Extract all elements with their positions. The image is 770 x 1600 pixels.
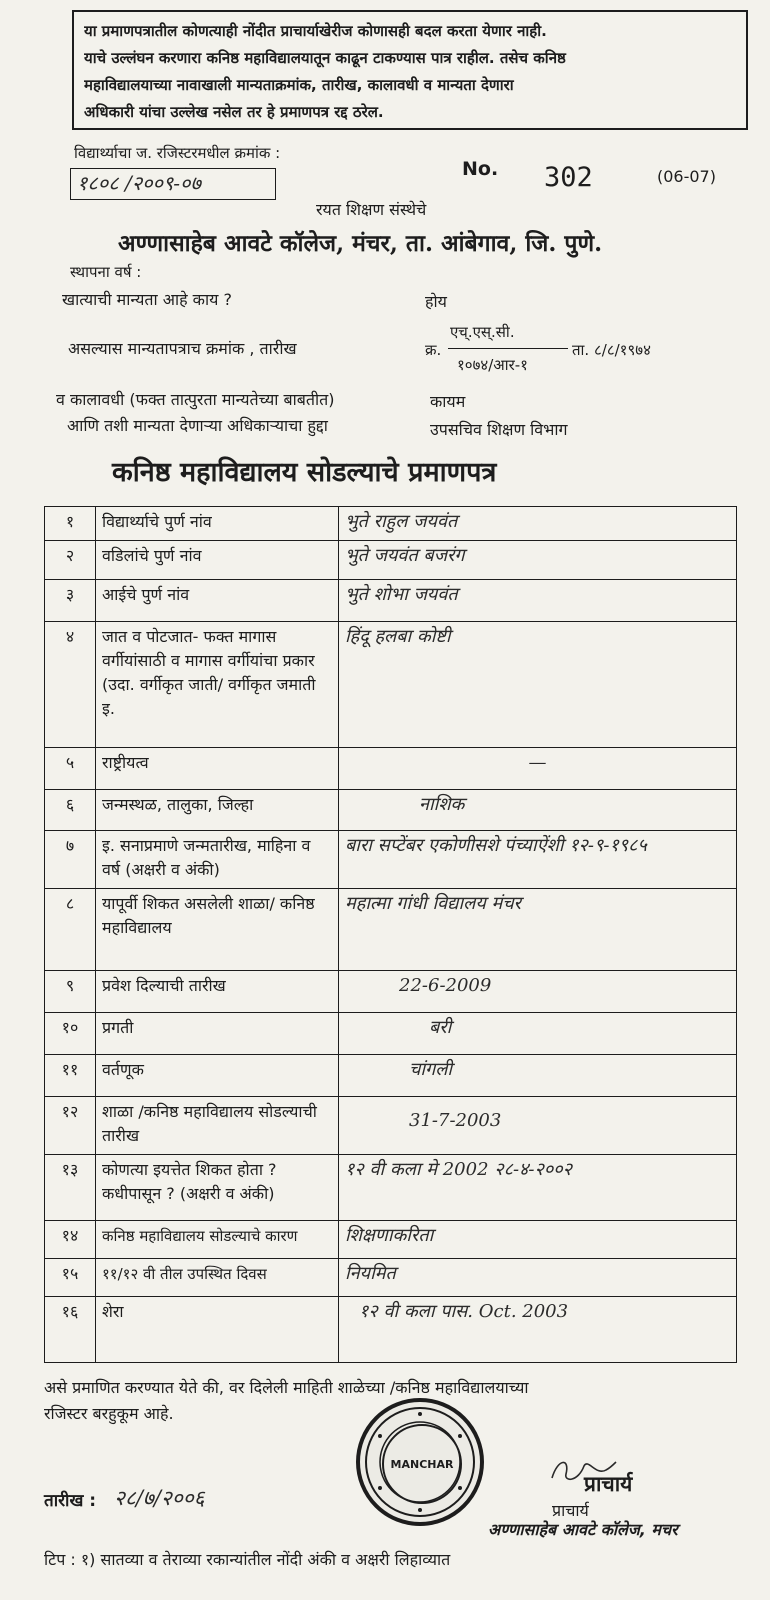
row-value: हिंदू हलबा कोष्टी (339, 622, 737, 748)
table-row (45, 1097, 737, 1155)
table-row (45, 889, 737, 971)
row-label: कोणत्या इयत्तेत शिकत होता ? कधीपासून ? (अक्षरी व अंकी) (96, 1155, 339, 1221)
college-name: अण्णासाहेब आवटे कॉलेज, मंचर, ता. आंबेगाव, जि. पुणे. (118, 230, 603, 257)
table-row (45, 1013, 737, 1055)
established-label: स्थापना वर्ष : (70, 263, 142, 281)
table-row (45, 1297, 737, 1363)
row-label: विद्यार्थ्याचे पुर्ण नांव (96, 507, 339, 541)
principal-title: प्राचार्य (584, 1472, 633, 1496)
row-number: १६ (45, 1297, 96, 1363)
row-number: ६ (45, 790, 96, 831)
date-value: २८/७/२००६ (114, 1486, 205, 1510)
authority-label: आणि तशी मान्यता देणाऱ्या अधिकाऱ्याचा हुद्दा (67, 416, 328, 435)
table-row (45, 507, 737, 541)
row-value: १२ वी कला मे 2002 २८-४-२००२ (339, 1155, 737, 1221)
table-row (45, 541, 737, 580)
row-number: ११ (45, 1055, 96, 1097)
table-row (45, 831, 737, 889)
row-number: १० (45, 1013, 96, 1055)
rec-no-date: ता. ८/८/१९७४ (572, 341, 651, 359)
table-row (45, 971, 737, 1013)
table-row (45, 748, 737, 790)
principal-subtitle: प्राचार्य (552, 1501, 589, 1520)
row-number: १३ (45, 1155, 96, 1221)
row-number: १२ (45, 1097, 96, 1155)
row-label: वडिलांचे पुर्ण नांव (96, 541, 339, 580)
notice-line: या प्रमाणपत्रातील कोणत्याही नोंदीत प्राचार्याखेरीज कोणासही बदल करता येणार नाही. (84, 22, 547, 40)
stamp-center-text: MANCHAR (390, 1457, 454, 1471)
row-label: ११/१२ वी तील उपस्थित दिवस (96, 1259, 339, 1297)
row-value: नियमित (339, 1259, 737, 1297)
declaration-line: रजिस्टर बरहुकूम आहे. (44, 1404, 174, 1423)
principal-college: अण्णासाहेब आवटे कॉलेज, मचर (488, 1520, 678, 1539)
row-value: महात्मा गांधी विद्यालय मंचर (339, 889, 737, 971)
row-label: यापूर्वी शिकत असलेली शाळा/ कनिष्ठ महाविद्यालय (96, 889, 339, 971)
row-number: ५ (45, 748, 96, 790)
rec-no-prefix: क्र. (425, 341, 442, 359)
row-number: ३ (45, 580, 96, 622)
authority-value: उपसचिव शिक्षण विभाग (430, 420, 568, 439)
certificate-table (44, 506, 737, 1363)
date-label: तारीख : (44, 1491, 97, 1511)
row-label: शेरा (96, 1297, 339, 1363)
table-row (45, 580, 737, 622)
row-value: १२ वी कला पास. Oct. 2003 (339, 1297, 737, 1363)
table-row (45, 1259, 737, 1297)
row-value: भुते राहुल जयवंत (339, 507, 737, 541)
table-row (45, 1055, 737, 1097)
college-stamp (356, 1398, 484, 1526)
row-label: शाळा /कनिष्ठ महाविद्यालय सोडल्याची तारीख (96, 1097, 339, 1155)
table-row (45, 1221, 737, 1259)
row-number: १ (45, 507, 96, 541)
row-value: 22-6-2009 (339, 971, 737, 1013)
duration-value: कायम (430, 392, 466, 411)
row-value: भुते जयवंत बजरंग (339, 541, 737, 580)
table-row (45, 790, 737, 831)
declaration-line: असे प्रमाणित करण्यात येते की, वर दिलेली माहिती शाळेच्या /कनिष्ठ महाविद्यालयाच्या (44, 1378, 529, 1397)
row-number: ७ (45, 831, 96, 889)
cert-no-value: 302 (544, 162, 593, 193)
row-label: प्रगती (96, 1013, 339, 1055)
row-label: आईचे पुर्ण नांव (96, 580, 339, 622)
rec-no-bottom: १०७४/आर-१ (457, 356, 528, 374)
row-label: जन्मस्थळ, तालुका, जिल्हा (96, 790, 339, 831)
duration-label: व कालावधी (फक्त तात्पुरता मान्यतेच्या बाबतीत) (56, 390, 335, 409)
register-value: १८०८ /२००९-०७ (70, 168, 276, 200)
row-number: १५ (45, 1259, 96, 1297)
recognition-answer: होय (425, 292, 447, 311)
row-number: १४ (45, 1221, 96, 1259)
row-value: बरी (339, 1013, 737, 1055)
cert-year: (06-07) (657, 167, 716, 186)
sanstha-name: रयत शिक्षण संस्थेचे (316, 200, 427, 219)
rec-no-label: असल्यास मान्यतापत्राच क्रमांक , तारीख (68, 339, 297, 358)
certificate-title: कनिष्ठ महाविद्यालय सोडल्याचे प्रमाणपत्र (112, 457, 497, 488)
notice-line: अधिकारी यांचा उल्लेख नसेल तर हे प्रमाणपत्र रद्द ठरेल. (84, 103, 384, 121)
cert-no-label: No. (462, 158, 499, 180)
row-value: चांगली (339, 1055, 737, 1097)
stamp-center (382, 1424, 462, 1504)
row-value: — (339, 748, 737, 790)
rec-no-divider (448, 348, 568, 349)
notice-box (72, 10, 748, 130)
recognition-question: खात्याची मान्यता आहे काय ? (62, 290, 232, 309)
footnote: टिप : १) सातव्या व तेराव्या रकान्यांतील नोंदी अंकी व अक्षरी लिहाव्यात (44, 1550, 451, 1569)
table-row (45, 622, 737, 748)
row-label: जात व पोटजात- फक्त मागास वर्गीयांसाठी व मागास वर्गीयांचा प्रकार (उदा. वर्गीकृत जाती/ वर्गीकृत जमाती इ. (96, 622, 339, 748)
row-value: बारा सप्टेंबर एकोणीसशे पंच्याऐंशी १२-९-१९८५ (339, 831, 737, 889)
row-value: शिक्षणाकरिता (339, 1221, 737, 1259)
notice-line: महाविद्यालयाच्या नावाखाली मान्यताक्रमांक, तारीख, कालावधी व मान्यता देणारा (84, 76, 514, 94)
row-number: ४ (45, 622, 96, 748)
row-value: भुते शोभा जयवंत (339, 580, 737, 622)
row-label: इ. सनाप्रमाणे जन्मतारीख, माहिना व वर्ष (अक्षरी व अंकी) (96, 831, 339, 889)
notice-line: याचे उल्लंघन करणारा कनिष्ठ महाविद्यालयातून काढून टाकण्यास पात्र राहील. तसेच कनिष्ठ (84, 49, 566, 67)
row-number: २ (45, 541, 96, 580)
row-label: प्रवेश दिल्याची तारीख (96, 971, 339, 1013)
row-value: नाशिक (339, 790, 737, 831)
table-row (45, 1155, 737, 1221)
row-number: ८ (45, 889, 96, 971)
row-number: ९ (45, 971, 96, 1013)
row-label: राष्ट्रीयत्व (96, 748, 339, 790)
register-label: विद्यार्थ्याचा ज. रजिस्टरमधील क्रमांक : (74, 144, 281, 162)
rec-no-top: एच्.एस्.सी. (450, 323, 515, 341)
row-value: 31-7-2003 (339, 1097, 737, 1155)
row-label: वर्तणूक (96, 1055, 339, 1097)
row-label: कनिष्ठ महाविद्यालय सोडल्याचे कारण (96, 1221, 339, 1259)
